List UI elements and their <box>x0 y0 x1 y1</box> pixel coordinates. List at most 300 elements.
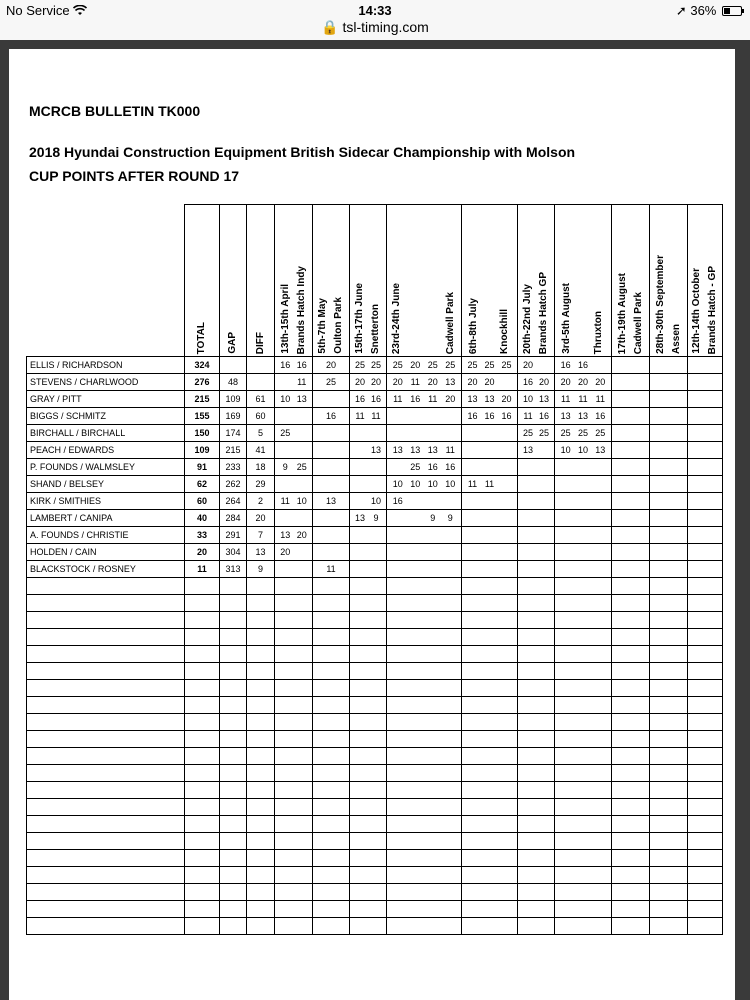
empty-cell <box>247 918 275 935</box>
empty-cell <box>612 731 650 748</box>
empty-cell <box>555 833 612 850</box>
table-row <box>27 544 723 561</box>
empty-cell <box>462 867 518 884</box>
location-arrow-icon: ➚ <box>675 3 687 18</box>
empty-cell <box>555 731 612 748</box>
round-points <box>612 459 650 476</box>
empty-cell <box>688 833 723 850</box>
race-points: 20 <box>560 377 571 387</box>
round-points <box>518 527 555 544</box>
empty-cell <box>612 884 650 901</box>
round-points <box>350 442 387 459</box>
race-points: 11 <box>326 564 336 574</box>
total-points: 20 <box>185 544 220 561</box>
empty-cell <box>220 850 247 867</box>
empty-cell <box>185 816 220 833</box>
empty-row <box>27 867 723 884</box>
empty-cell <box>275 748 313 765</box>
race-points-group <box>350 394 386 404</box>
empty-cell <box>555 816 612 833</box>
gap-value: 284 <box>220 510 247 527</box>
gap-value: 233 <box>220 459 247 476</box>
empty-cell <box>220 765 247 782</box>
empty-cell <box>555 867 612 884</box>
empty-row <box>27 680 723 697</box>
round-points <box>275 476 313 493</box>
empty-cell <box>555 646 612 663</box>
empty-cell <box>247 901 275 918</box>
crew-name: PEACH / EDWARDS <box>27 442 185 459</box>
round-points <box>612 510 650 527</box>
empty-cell <box>612 850 650 867</box>
empty-cell <box>650 850 688 867</box>
empty-cell <box>350 833 387 850</box>
round-points <box>688 357 723 374</box>
empty-cell <box>185 867 220 884</box>
empty-cell <box>27 850 185 867</box>
race-points: 25 <box>296 462 307 472</box>
crew-name: HOLDEN / CAIN <box>27 544 185 561</box>
table-row <box>27 357 723 374</box>
address-bar[interactable] <box>0 19 750 36</box>
empty-cell <box>650 612 688 629</box>
race-points-group <box>313 564 349 574</box>
round-points <box>275 408 313 425</box>
empty-cell <box>650 918 688 935</box>
empty-cell <box>612 646 650 663</box>
race-points-group <box>555 360 611 370</box>
empty-cell <box>27 918 185 935</box>
race-points-group <box>555 428 611 438</box>
empty-cell <box>462 578 518 595</box>
empty-cell <box>688 850 723 867</box>
empty-cell <box>350 918 387 935</box>
race-points: 20 <box>577 377 588 387</box>
empty-row <box>27 850 723 867</box>
clock: 14:33 <box>358 3 392 18</box>
empty-cell <box>350 578 387 595</box>
round-points <box>313 408 350 425</box>
empty-cell <box>688 680 723 697</box>
empty-row <box>27 918 723 935</box>
empty-cell <box>350 595 387 612</box>
total-points: 215 <box>185 391 220 408</box>
gap-value: 264 <box>220 493 247 510</box>
crew-name: LAMBERT / CANIPA <box>27 510 185 527</box>
empty-cell <box>650 867 688 884</box>
empty-cell <box>275 697 313 714</box>
header-round: 20th-22nd July Brands Hatch GP <box>518 205 555 357</box>
empty-cell <box>387 595 462 612</box>
empty-cell <box>220 595 247 612</box>
header-round: 15th-17th June Snetterton <box>350 205 387 357</box>
round-points <box>555 544 612 561</box>
round-points <box>688 408 723 425</box>
empty-cell <box>247 680 275 697</box>
race-points: 10 <box>410 479 421 489</box>
race-points-group <box>313 377 349 387</box>
round-points <box>650 510 688 527</box>
race-points: 11 <box>355 411 365 421</box>
race-points: 11 <box>467 479 478 489</box>
round-points <box>688 374 723 391</box>
round-points <box>387 510 462 527</box>
race-points-group <box>275 360 312 370</box>
empty-cell <box>350 782 387 799</box>
gap-value: 291 <box>220 527 247 544</box>
round-points <box>650 442 688 459</box>
race-points <box>353 445 367 455</box>
empty-cell <box>462 612 518 629</box>
round-points <box>612 561 650 578</box>
round-points <box>275 374 313 391</box>
empty-cell <box>387 697 462 714</box>
table-row <box>27 391 723 408</box>
empty-cell <box>313 595 350 612</box>
empty-cell <box>185 663 220 680</box>
empty-cell <box>220 748 247 765</box>
round-points <box>350 408 387 425</box>
round-points <box>555 510 612 527</box>
round-points <box>350 561 387 578</box>
battery-percent: 36% <box>690 3 717 18</box>
race-points: 25 <box>577 428 588 438</box>
empty-cell <box>313 663 350 680</box>
round-points <box>462 544 518 561</box>
round-points <box>275 459 313 476</box>
race-points: 9 <box>430 513 436 523</box>
empty-cell <box>185 595 220 612</box>
round-points <box>350 391 387 408</box>
empty-cell <box>555 595 612 612</box>
empty-cell <box>350 765 387 782</box>
round-points <box>650 459 688 476</box>
race-points: 16 <box>354 394 365 404</box>
round-points <box>387 527 462 544</box>
empty-cell <box>387 765 462 782</box>
empty-cell <box>27 731 185 748</box>
empty-cell <box>27 680 185 697</box>
round-points <box>275 391 313 408</box>
empty-cell <box>27 629 185 646</box>
empty-cell <box>275 884 313 901</box>
empty-cell <box>350 612 387 629</box>
empty-cell <box>275 714 313 731</box>
empty-cell <box>220 884 247 901</box>
empty-cell <box>275 731 313 748</box>
empty-cell <box>350 816 387 833</box>
empty-cell <box>313 680 350 697</box>
round-points <box>313 442 350 459</box>
round-points <box>518 357 555 374</box>
race-points: 11 <box>560 394 571 404</box>
gap-value: 109 <box>220 391 247 408</box>
empty-cell <box>650 884 688 901</box>
total-points: 11 <box>185 561 220 578</box>
empty-cell <box>387 816 462 833</box>
round-points <box>462 442 518 459</box>
crew-name: BLACKSTOCK / ROSNEY <box>27 561 185 578</box>
race-points: 25 <box>354 360 365 370</box>
empty-cell <box>220 833 247 850</box>
race-points-group <box>350 496 386 506</box>
race-points: 16 <box>410 394 421 404</box>
empty-cell <box>650 680 688 697</box>
empty-cell <box>313 884 350 901</box>
round-points <box>387 476 462 493</box>
empty-row <box>27 578 723 595</box>
empty-cell <box>462 884 518 901</box>
race-points <box>391 513 405 523</box>
empty-cell <box>555 714 612 731</box>
empty-cell <box>313 731 350 748</box>
empty-cell <box>612 697 650 714</box>
round-points <box>313 544 350 561</box>
empty-cell <box>275 901 313 918</box>
round-points <box>350 425 387 442</box>
empty-cell <box>275 850 313 867</box>
empty-row <box>27 646 723 663</box>
race-points: 13 <box>560 411 571 421</box>
round-points <box>650 425 688 442</box>
empty-cell <box>247 731 275 748</box>
round-points <box>387 425 462 442</box>
empty-cell <box>387 629 462 646</box>
race-points: 16 <box>280 360 291 370</box>
race-points: 16 <box>392 496 403 506</box>
round-points <box>462 476 518 493</box>
round-points <box>387 544 462 561</box>
empty-cell <box>612 833 650 850</box>
race-points: 20 <box>392 377 403 387</box>
empty-cell <box>462 663 518 680</box>
empty-cell <box>350 680 387 697</box>
race-points: 10 <box>427 479 438 489</box>
round-points <box>275 493 313 510</box>
empty-cell <box>612 748 650 765</box>
gap-value: 262 <box>220 476 247 493</box>
header-round: 12th-14th October Brands Hatch - GP <box>688 205 723 357</box>
race-points-group <box>275 428 312 438</box>
empty-cell <box>27 867 185 884</box>
race-points-group <box>350 513 386 523</box>
total-points: 62 <box>185 476 220 493</box>
round-points <box>650 408 688 425</box>
race-points: 20 <box>467 377 478 387</box>
round-points <box>462 459 518 476</box>
empty-cell <box>462 680 518 697</box>
race-points: 10 <box>577 445 588 455</box>
race-points-group <box>275 377 312 387</box>
race-points-group <box>555 377 611 387</box>
round-points <box>462 391 518 408</box>
race-points: 13 <box>280 530 291 540</box>
empty-cell <box>247 867 275 884</box>
empty-cell <box>650 578 688 595</box>
round-points <box>387 374 462 391</box>
round-points <box>650 357 688 374</box>
round-points <box>518 408 555 425</box>
table-row <box>27 510 723 527</box>
race-points: 16 <box>467 411 478 421</box>
empty-cell <box>688 918 723 935</box>
round-points <box>555 408 612 425</box>
empty-cell <box>220 816 247 833</box>
race-points: 20 <box>538 377 549 387</box>
round-points <box>387 408 462 425</box>
race-points-group <box>518 411 554 421</box>
empty-cell <box>518 612 555 629</box>
race-points-group <box>275 496 312 506</box>
round-points <box>350 527 387 544</box>
empty-cell <box>555 680 612 697</box>
race-points <box>408 496 422 506</box>
empty-cell <box>650 595 688 612</box>
empty-cell <box>247 782 275 799</box>
race-points-group <box>462 360 517 370</box>
empty-cell <box>27 663 185 680</box>
race-points: 13 <box>354 513 365 523</box>
race-points: 16 <box>484 411 495 421</box>
empty-cell <box>27 646 185 663</box>
empty-row <box>27 595 723 612</box>
table-row <box>27 493 723 510</box>
race-points-group <box>555 411 611 421</box>
empty-cell <box>518 714 555 731</box>
table-row <box>27 425 723 442</box>
empty-cell <box>688 646 723 663</box>
race-points <box>537 445 551 455</box>
race-points: 16 <box>370 394 381 404</box>
empty-cell <box>518 799 555 816</box>
empty-cell <box>27 782 185 799</box>
race-points: 13 <box>410 445 421 455</box>
empty-cell <box>650 748 688 765</box>
empty-cell <box>350 697 387 714</box>
race-points: 13 <box>467 394 478 404</box>
empty-cell <box>313 901 350 918</box>
race-points: 25 <box>560 428 571 438</box>
total-points: 60 <box>185 493 220 510</box>
empty-cell <box>688 595 723 612</box>
empty-cell <box>650 731 688 748</box>
round-points <box>313 527 350 544</box>
empty-cell <box>387 680 462 697</box>
round-points <box>350 493 387 510</box>
empty-cell <box>185 765 220 782</box>
empty-cell <box>650 697 688 714</box>
empty-cell <box>518 697 555 714</box>
round-points <box>518 561 555 578</box>
empty-row <box>27 629 723 646</box>
empty-cell <box>387 884 462 901</box>
empty-cell <box>462 595 518 612</box>
race-points: 13 <box>392 445 403 455</box>
race-points <box>537 360 551 370</box>
header-gap: GAP <box>220 205 247 357</box>
empty-cell <box>688 663 723 680</box>
empty-cell <box>275 918 313 935</box>
round-points <box>313 357 350 374</box>
round-points <box>650 544 688 561</box>
round-points <box>387 391 462 408</box>
empty-cell <box>462 833 518 850</box>
race-points: 20 <box>370 377 381 387</box>
header-blank <box>27 205 185 357</box>
race-points: 13 <box>325 496 336 506</box>
race-points: 13 <box>445 377 456 387</box>
race-points-group <box>518 394 554 404</box>
empty-cell <box>518 884 555 901</box>
empty-cell <box>185 697 220 714</box>
race-points: 16 <box>577 360 588 370</box>
race-points-group <box>387 462 461 472</box>
race-points: 16 <box>501 411 512 421</box>
lock-icon: 🔒 <box>321 19 339 35</box>
empty-row <box>27 748 723 765</box>
race-points: 20 <box>296 530 307 540</box>
empty-cell <box>247 646 275 663</box>
round-points <box>650 561 688 578</box>
header-round: 17th-19th August Cadwell Park <box>612 205 650 357</box>
race-points: 20 <box>410 360 421 370</box>
race-points: 9 <box>282 462 288 472</box>
round-points <box>462 425 518 442</box>
empty-cell <box>350 646 387 663</box>
empty-cell <box>555 901 612 918</box>
race-points: 11 <box>410 377 420 387</box>
round-points <box>688 476 723 493</box>
empty-cell <box>185 782 220 799</box>
empty-cell <box>220 799 247 816</box>
empty-cell <box>185 612 220 629</box>
race-points-group <box>462 411 517 421</box>
empty-cell <box>27 884 185 901</box>
race-points: 16 <box>538 411 549 421</box>
round-points <box>275 442 313 459</box>
empty-row <box>27 714 723 731</box>
header-round: 3rd-5th August Thruxton <box>555 205 612 357</box>
race-points: 20 <box>501 394 512 404</box>
race-points <box>408 513 422 523</box>
header-round: 28th-30th September Assen <box>650 205 688 357</box>
round-points <box>612 544 650 561</box>
race-points-group <box>555 445 611 455</box>
round-points <box>518 476 555 493</box>
empty-cell <box>555 918 612 935</box>
empty-cell <box>387 578 462 595</box>
race-points: 25 <box>410 462 421 472</box>
race-points: 11 <box>578 394 588 404</box>
empty-cell <box>688 884 723 901</box>
empty-cell <box>313 629 350 646</box>
race-points: 10 <box>392 479 403 489</box>
race-points: 11 <box>445 445 455 455</box>
empty-cell <box>313 782 350 799</box>
empty-cell <box>275 765 313 782</box>
round-points <box>387 459 462 476</box>
round-points <box>688 493 723 510</box>
empty-cell <box>518 595 555 612</box>
race-points: 10 <box>370 496 381 506</box>
round-points <box>612 527 650 544</box>
diff-value: 9 <box>247 561 275 578</box>
empty-cell <box>27 765 185 782</box>
race-points: 20 <box>522 360 533 370</box>
race-points <box>500 377 514 387</box>
empty-cell <box>387 918 462 935</box>
header-round: 6th-8th July Knockhill <box>462 205 518 357</box>
